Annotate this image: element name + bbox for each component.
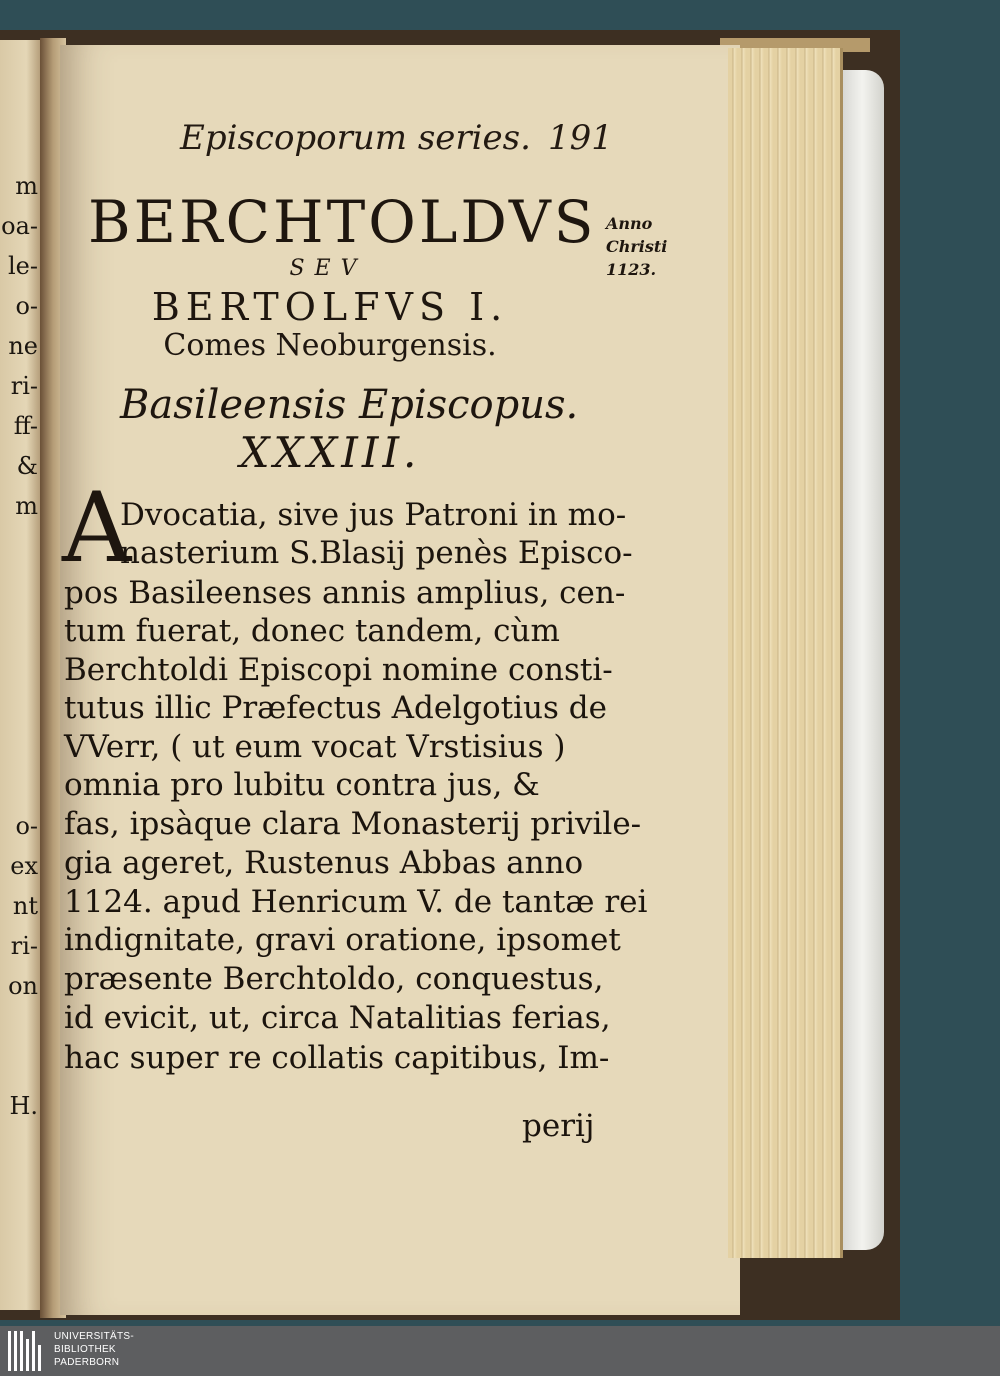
margin-note-line: Anno [606,214,653,233]
drop-cap: A [62,472,132,584]
body-line: præsente Berchtoldo, conquestus, [64,961,604,997]
body-line: hac super re collatis capitibus, Im- [64,1040,610,1076]
chapter-title-second: BERTOLFVS I. [151,285,509,329]
catchword: perij [522,1108,595,1144]
left-page-text [0,40,44,1310]
body-line: tutus illic Præfectus Adelgotius de [64,690,607,726]
library-logo-text [54,1330,134,1369]
library-logo-icon [8,1331,46,1371]
margin-note-line: 1123. [606,260,657,279]
chapter-title-sev: SEV [289,256,367,281]
left-line-fragment: ff- [13,412,38,440]
left-line-fragment: o- [15,812,38,840]
body-line: Dvocatia, sive jus Patroni in mo- [120,497,627,533]
chapter-subtitle-comes: Comes Neoburgensis. [163,328,497,363]
left-line-fragment: ri- [10,932,38,960]
body-line: id evicit, ut, circa Natalitias ferias, [64,1000,611,1036]
body-line: fas, ipsàque clara Monasterij privile- [64,806,642,842]
body-line: Berchtoldi Episcopi nomine consti- [64,652,613,688]
body-line: VVerr, ( ut eum vocat Vrstisius ) [64,729,566,765]
chapter-office: Basileensis Episcopus. [120,382,579,428]
page-block-fore-edge [728,48,843,1258]
chapter-title-main: BERCHTOLDVS [88,188,597,256]
left-line-fragment: ex [10,852,38,880]
logo-line: BIBLIOTHEK [54,1344,116,1355]
margin-note [606,212,686,281]
left-line-fragment: ne [8,332,38,360]
left-line-fragment: m [15,492,38,520]
left-line-fragment: m [15,172,38,200]
body-line: indignitate, gravi oratione, ipsomet [64,922,621,958]
left-line-fragment: & [16,452,38,480]
left-line-fragment: oa- [1,212,38,240]
body-line: 1124. apud Henricum V. de tantæ rei [64,884,648,920]
body-line: omnia pro lubitu contra jus, & [64,767,540,803]
logo-line: PADERBORN [54,1357,120,1368]
logo-line: UNIVERSITÄTS- [54,1331,135,1342]
left-line-fragment: H. [9,1092,38,1120]
body-line: gia ageret, Rustenus Abbas anno [64,845,584,881]
left-page [0,40,44,1310]
library-footer-bar [0,1326,1000,1376]
margin-note-line: Christi [606,237,668,256]
paper-bookmark-strip [836,70,884,1250]
running-head: Episcoporum series. [180,118,531,158]
chapter-numeral: XXXIII. [239,428,421,477]
page-number: 191 [548,118,613,158]
left-line-fragment: on [8,972,38,1000]
body-line: nasterium S.Blasij penès Episco- [120,535,633,571]
body-line: tum fuerat, donec tandem, cùm [64,613,560,649]
left-line-fragment: o- [15,292,38,320]
left-line-fragment: le- [8,252,38,280]
left-line-fragment: nt [12,892,38,920]
left-line-fragment: ri- [10,372,38,400]
body-line: pos Basileenses annis amplius, cen- [64,575,626,611]
